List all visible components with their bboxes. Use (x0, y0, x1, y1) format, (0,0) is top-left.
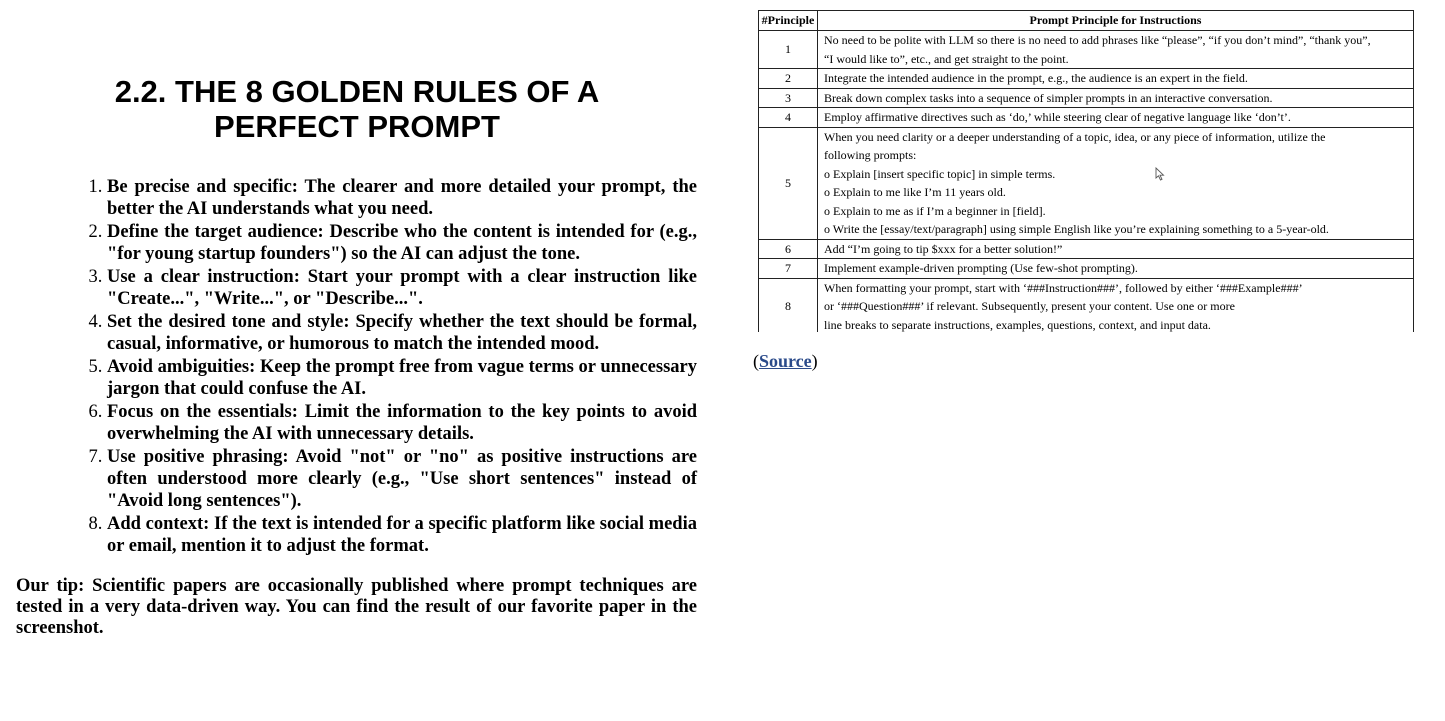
column-header-principle: #Principle (759, 11, 818, 31)
list-item: 8. Add context: If the text is intended for a specific platform like social media or email, mention it to adjust the format. (107, 513, 697, 557)
section-heading (16, 74, 698, 144)
principle-text-line: Implement example-driven prompting (Use few-shot prompting). (824, 261, 1138, 275)
principle-text (818, 259, 1414, 279)
principle-text-line: o Explain to me as if I’m a beginner in [field]. (824, 203, 1046, 218)
table-row (759, 108, 1414, 128)
principle-number: 6 (759, 239, 818, 259)
list-item: 4. Set the desired tone and style: Specify whether the text should be formal, casual, informative, or humorous to match the intended mood. (107, 311, 697, 355)
source-open-paren: ( (753, 351, 759, 371)
source-link[interactable]: Source (759, 351, 812, 371)
principle-text-line: o Explain to me like I’m 11 years old. (824, 185, 1006, 199)
table-row (759, 69, 1414, 89)
column-header-instructions: Prompt Principle for Instructions (818, 11, 1414, 31)
principle-number: 8 (759, 278, 818, 332)
principle-number: 1 (759, 31, 818, 69)
mouse-pointer-icon (1155, 167, 1165, 181)
principle-text-line: o Write the [essay/text/paragraph] using simple English like you’re explaining something to a 5-year-old. (824, 222, 1329, 236)
list-item: 1. Be precise and specific: The clearer and more detailed your prompt, the better the AI understands what you need. (107, 176, 697, 220)
table-header-row (759, 11, 1414, 31)
table-row (759, 278, 1414, 332)
principle-text (818, 69, 1414, 89)
list-item: 2. Define the target audience: Describe who the content is intended for (e.g., "for young startup founders") so the AI can adjust the tone. (107, 221, 697, 265)
source-close-paren: ) (811, 351, 818, 371)
principle-text-line: or ‘###Question###’ if relevant. Subsequently, present your content. Use one or more (824, 299, 1235, 313)
list-item: 5. Avoid ambiguities: Keep the prompt free from vague terms or unnecessary jargon that could confuse the AI. (107, 356, 697, 400)
principle-text-line: o Explain [insert specific topic] in simple terms. (824, 166, 1056, 181)
principle-number: 7 (759, 259, 818, 279)
principle-text (818, 108, 1414, 128)
principle-text (818, 127, 1414, 239)
table-row (759, 88, 1414, 108)
table-row (759, 127, 1414, 239)
principle-text (818, 31, 1414, 69)
principle-text-line: Integrate the intended audience in the prompt, e.g., the audience is an expert in the field. (824, 71, 1248, 85)
principle-text-line: When you need clarity or a deeper understanding of a topic, idea, or any piece of information, utilize the (824, 129, 1326, 144)
principle-text-line: “I would like to”, etc., and get straight to the point. (824, 51, 1069, 66)
list-item: 6. Focus on the essentials: Limit the information to the key points to avoid overwhelming the AI with unnecessary details. (107, 401, 697, 445)
principle-number: 4 (759, 108, 818, 128)
principle-text (818, 278, 1414, 332)
table-body (759, 31, 1414, 333)
principle-text (818, 239, 1414, 259)
principle-number: 5 (759, 127, 818, 239)
table-row (759, 31, 1414, 69)
principle-number: 2 (759, 69, 818, 89)
source-caption (753, 350, 818, 372)
rules-list (16, 176, 697, 558)
list-item: 3. Use a clear instruction: Start your prompt with a clear instruction like "Create...", "Write...", or "Describe...". (107, 266, 697, 310)
section-heading-line-1: 2.2. THE 8 GOLDEN RULES OF A (114, 74, 600, 109)
section-heading-line-2: PERFECT PROMPT (214, 109, 500, 144)
table-row (759, 239, 1414, 259)
principle-text-line: When formatting your prompt, start with ‘###Instruction###’, followed by either ‘###Example###’ (824, 280, 1303, 295)
principle-text-line: following prompts: (824, 148, 917, 162)
principle-text-line: line breaks to separate instructions, examples, questions, context, and input data. (824, 317, 1211, 332)
principles-table-screenshot (758, 10, 1414, 332)
principle-text-line: Add “I’m going to tip $xxx for a better solution!” (824, 241, 1063, 256)
list-item: 7. Use positive phrasing: Avoid "not" or "no" as positive instructions are often understood more clearly (e.g., "Use short sentences" instead of "Avoid long sentences"). (107, 446, 697, 512)
principles-table (758, 10, 1414, 332)
table-row (759, 259, 1414, 279)
principle-text (818, 88, 1414, 108)
principle-number: 3 (759, 88, 818, 108)
principle-text-line: Break down complex tasks into a sequence of simpler prompts in an interactive conversation. (824, 90, 1273, 105)
tip-paragraph: Our tip: Scientific papers are occasionally published where prompt techniques are tested in a very data-driven way. You can find the result of our favorite paper in the screenshot. (16, 576, 697, 638)
principle-text-line: Employ affirmative directives such as ‘do,’ while steering clear of negative language like ‘don’t’. (824, 110, 1291, 124)
principle-text-line: No need to be polite with LLM so there is no need to add phrases like “please”, “if you don’t mind”, “thank you”, (824, 33, 1371, 47)
